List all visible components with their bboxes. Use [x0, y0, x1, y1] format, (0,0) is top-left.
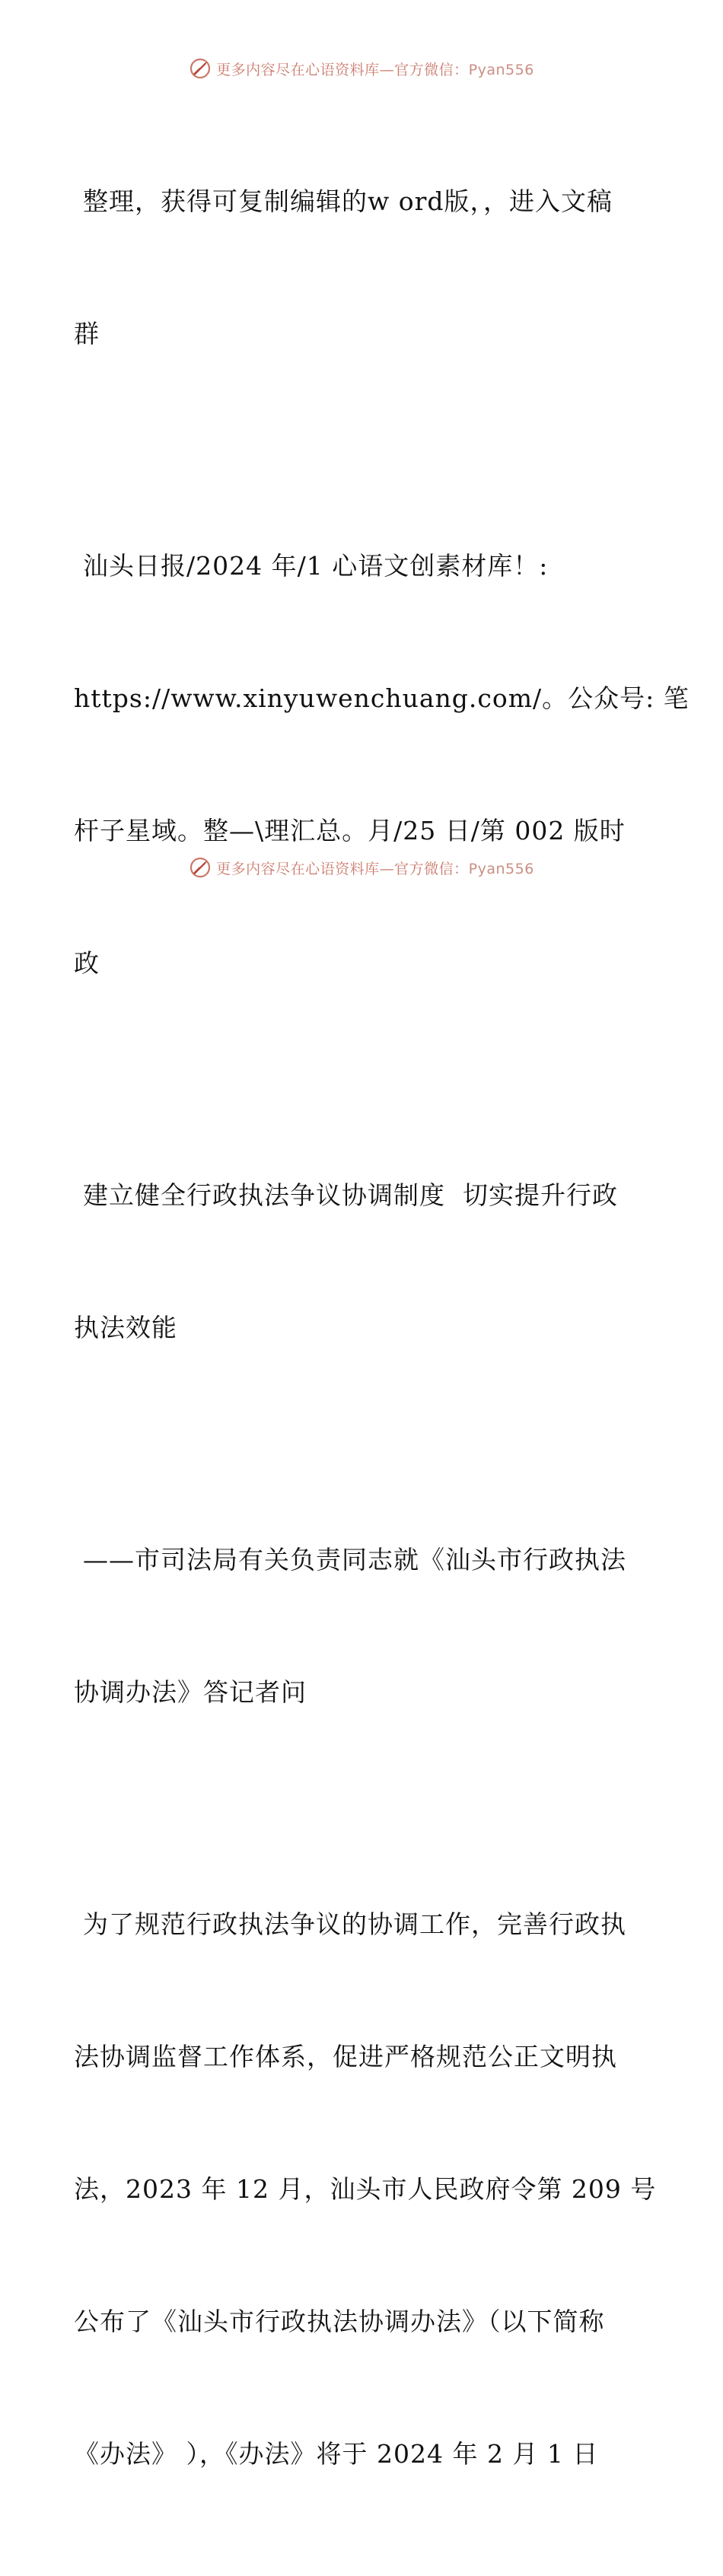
header-watermark-banner: [0, 53, 723, 84]
article-title: [74, 1085, 648, 1438]
text-line: 法协调监督工作体系，促进严格规范公正文明执: [74, 2042, 617, 2071]
document-body: [74, 91, 690, 2576]
header-watermark-text: 更多内容尽在心语资料库—官方微信：Pyan556: [216, 61, 534, 78]
text-line: 杆子星域。整—\理汇总。月/25 日/第 002 版时: [74, 816, 626, 845]
footer-watermark-text: 更多内容尽在心语资料库—官方微信：Pyan556: [216, 860, 534, 877]
text-line: 《办法》 ），《办法》将于 2024 年 2 月 1 日: [74, 2439, 599, 2469]
text-line: 建立健全行政执法争议协调制度 切实提升行政: [83, 1180, 618, 1210]
footer-watermark-banner: [0, 852, 723, 883]
text-line: 整理，获得可复制编辑的w ord版，，进入文稿: [83, 186, 613, 216]
text-line: 协调办法》答记者问: [74, 1677, 307, 1707]
text-line: 执法效能: [74, 1313, 177, 1342]
quill-pen-logo-icon: [189, 57, 212, 80]
text-line: https://www.xinyuwenchuang.com/。公众号: 笔: [74, 683, 690, 713]
text-line: 公布了《汕头市行政执法协调办法》（以下简称: [74, 2307, 605, 2336]
quill-pen-logo-icon: [189, 856, 212, 879]
text-line: ——市司法局有关负责同志就《汕头市行政执法: [83, 1545, 626, 1575]
article-subtitle: [74, 1450, 648, 1803]
paragraph-body: [74, 1814, 657, 2565]
text-line: 为了规范行政执法争议的协调工作，完善行政执: [83, 1909, 626, 1939]
text-line: 政: [74, 948, 100, 978]
paragraph-2: [74, 456, 690, 1074]
text-line: 汕头日报/2024 年/1 心语文创素材库！:: [83, 551, 549, 581]
text-line: 群: [74, 319, 100, 349]
paragraph-1: [74, 91, 648, 444]
text-line: 法，2023 年 12 月，汕头市人民政府令第 209 号: [74, 2174, 657, 2204]
